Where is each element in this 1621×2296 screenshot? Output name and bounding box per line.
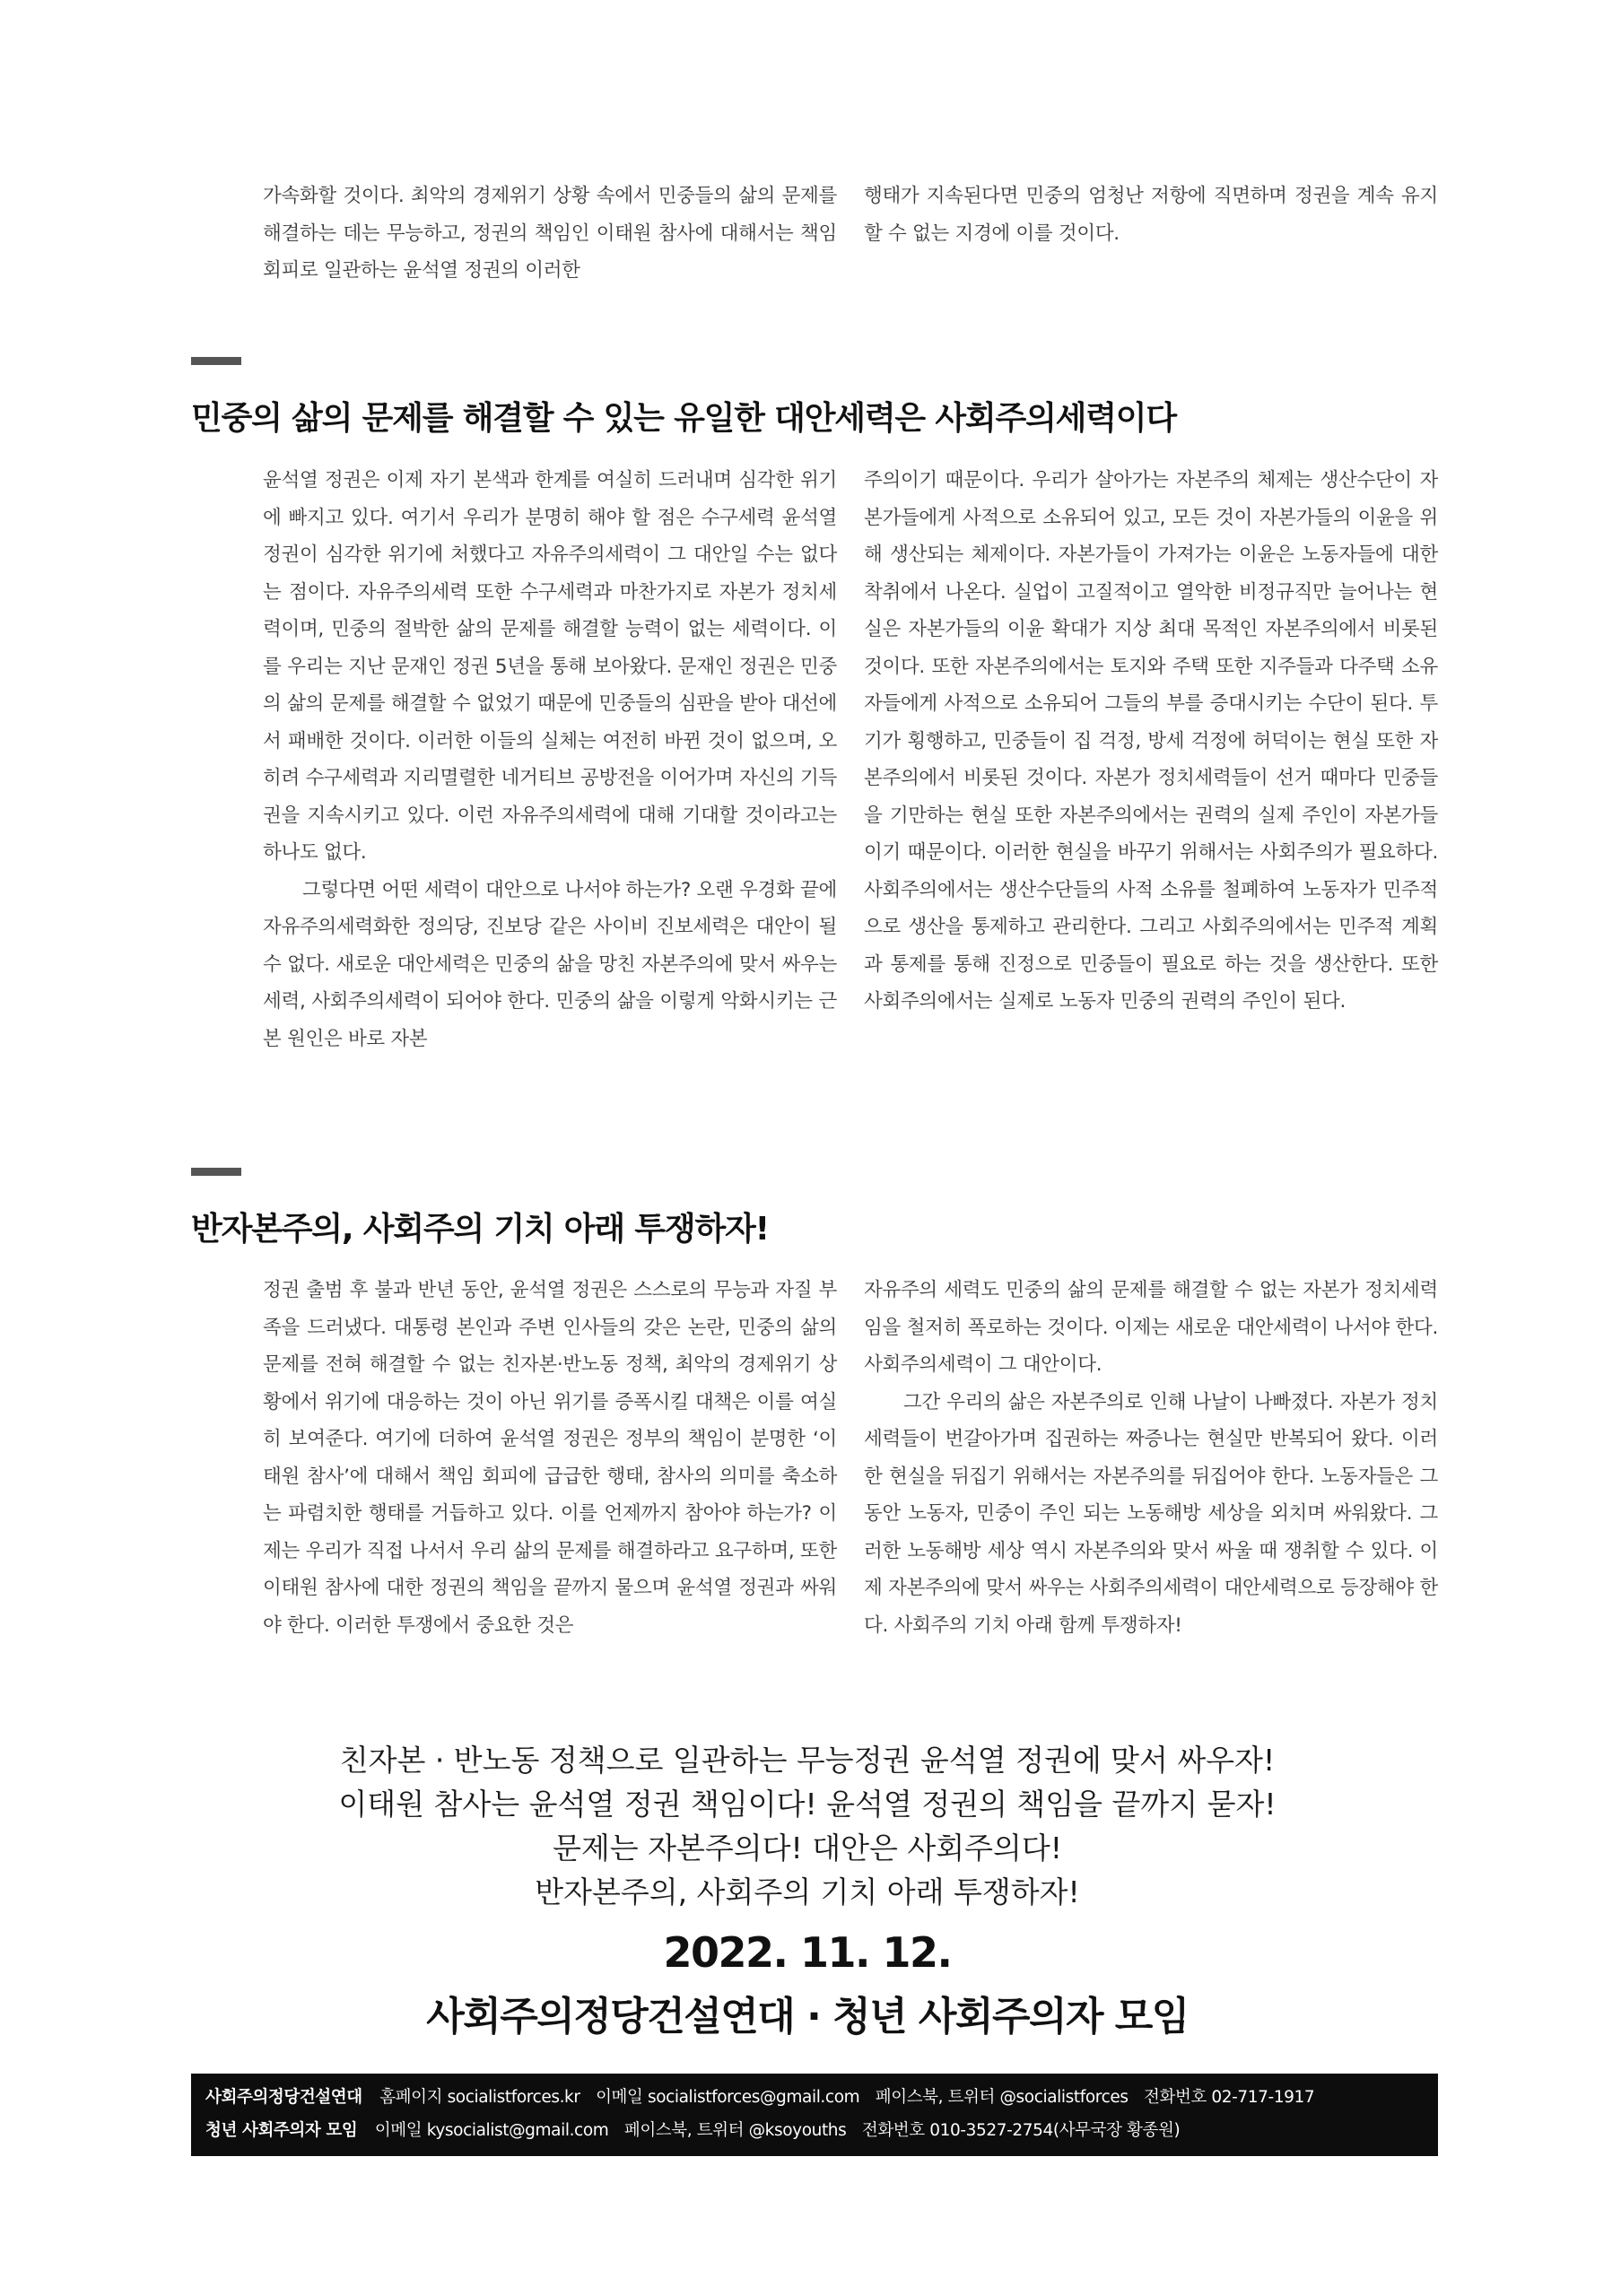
footer-org-name: 청년 사회주의자 모임 bbox=[205, 2121, 358, 2140]
top-right-column bbox=[864, 178, 1438, 252]
signatory-organizations: 사회주의정당건설연대 · 청년 사회주의자 모임 bbox=[426, 1994, 1189, 2039]
section2-right-column bbox=[864, 1272, 1438, 1644]
section2-left-paragraph-1: 정권 출범 후 불과 반년 동안, 윤석열 정권은 스스로의 무능과 자질 부족을 드러냈다. 대통령 본인과 주변 인사들의 갖은 논란, 민중의 삶의 문제를 전혀 해결할 수 없는 친자본·반노동 정책, 최악의 경제위기 상황에서 위기에 대응하는 것이 아닌 위기를 증폭시킬 대책은 이를 여실히 보여준다. 여기에 더하여 윤석열 정권은 정부의 책임이 분명한 ‘이태원 참사’에 대해서 책임 회피에 급급한 행태, 참사의 의미를 축소하는 파렴치한 행태를 거듭하고 있다. 이를 언제까지 참아야 하는가? 이제는 우리가 직접 나서서 우리 삶의 문제를 해결하라고 요구하며, 또한 이태원 참사에 대한 정권의 책임을 끝까지 물으며 윤석열 정권과 싸워야 한다. 이러한 투쟁에서 중요한 것은 bbox=[263, 1279, 837, 1637]
slogan-line-1: 친자본 · 반노동 정책으로 일관하는 무능정권 윤석열 정권에 맞서 싸우자! bbox=[339, 1743, 1276, 1778]
slogan-line-3: 문제는 자본주의다! 대안은 사회주의다! bbox=[553, 1831, 1062, 1866]
section2-left-column bbox=[263, 1272, 837, 1644]
footer-org-name: 사회주의정당건설연대 bbox=[205, 2088, 362, 2107]
slogan-line-2: 이태원 참사는 윤석열 정권 책임이다! 윤석열 정권의 책임을 끝까지 묻자! bbox=[338, 1787, 1277, 1822]
section1-left-paragraph-2: 그렇다면 어떤 세력이 대안으로 나서야 하는가? 오랜 우경화 끝에 자유주의세력화한 정의당, 진보당 같은 사이비 진보세력은 대안이 될 수 없다. 새로운 대안세력은 민중의 삶을 망친 자본주의에 맞서 싸우는 세력, 사회주의세력이 되어야 한다. 민중의 삶을 이렇게 악화시키는 근본 원인은 바로 자본 bbox=[263, 878, 837, 1050]
section1-right-paragraph-1: 주의이기 때문이다. 우리가 살아가는 자본주의 체제는 생산수단이 자본가들에게 사적으로 소유되어 있고, 모든 것이 자본가들의 이윤을 위해 생산되는 체제이다. 자본가들이 가져가는 이윤은 노동자들에 대한 착취에서 나온다. 실업이 고질적이고 열악한 비정규직만 늘어나는 현실은 자본가들의 이윤 확대가 지상 최대 목적인 자본주의에서 비롯된 것이다. 또한 자본주의에서는 토지와 주택 또한 지주들과 다주택 소유자들에게 사적으로 소유되어 그들의 부를 증대시키는 수단이 된다. 투기가 횡행하고, 민중들이 집 걱정, 방세 걱정에 허덕이는 현실 또한 자본주의에서 비롯된 것이다. 자본가 정치세력들이 선거 때마다 민중들을 기만하는 현실 또한 자본주의에서는 권력의 실제 주인이 자본가들이기 때문이다. 이러한 현실을 바꾸기 위해서는 사회주의가 필요하다. 사회주의에서는 생산수단들의 사적 소유를 철폐하여 노동자가 민주적으로 생산을 통제하고 관리한다. 그리고 사회주의에서는 민주적 계획과 통제를 통해 진정으로 민중들이 필요로 하는 것을 생산한다. 또한 사회주의에서는 실제로 노동자 민중의 권력의 주인이 된다. bbox=[864, 469, 1438, 1013]
contact-footer bbox=[191, 2074, 1438, 2156]
slogan-line-4: 반자본주의, 사회주의 기치 아래 투쟁하자! bbox=[535, 1874, 1080, 1909]
top-left-column bbox=[263, 178, 837, 290]
footer-row-youth bbox=[205, 2114, 1424, 2147]
footer-homepage-link[interactable]: 홈페이지 socialistforces.kr bbox=[379, 2088, 580, 2107]
top-left-paragraph: 가속화할 것이다. 최악의 경제위기 상황 속에서 민중들의 삶의 문제를 해결하는 데는 무능하고, 정권의 책임인 이태원 참사에 대해서는 책임 회피로 일관하는 윤석열 정권의 이러한 bbox=[263, 185, 837, 282]
footer-phone: 전화번호 02-717-1917 bbox=[1144, 2088, 1315, 2107]
footer-social-handle[interactable]: 페이스북, 트위터 @socialistforces bbox=[875, 2088, 1129, 2107]
publication-date: 2022. 11. 12. bbox=[663, 1928, 952, 1977]
section1-left-column bbox=[263, 462, 837, 1057]
section2-marker-bar bbox=[191, 1168, 241, 1176]
section1-heading: 민중의 삶의 문제를 해결할 수 있는 유일한 대안세력은 사회주의세력이다 bbox=[191, 400, 1176, 437]
top-right-paragraph: 행태가 지속된다면 민중의 엄청난 저항에 직면하며 정권을 계속 유지할 수 없는 지경에 이를 것이다. bbox=[864, 185, 1438, 245]
section1-right-column bbox=[864, 462, 1438, 1021]
footer-social-handle[interactable]: 페이스북, 트위터 @ksoyouths bbox=[623, 2121, 847, 2140]
section2-heading: 반자본주의, 사회주의 기치 아래 투쟁하자! bbox=[191, 1211, 769, 1248]
section1-left-paragraph-1: 윤석열 정권은 이제 자기 본색과 한계를 여실히 드러내며 심각한 위기에 빠지고 있다. 여기서 우리가 분명히 해야 할 점은 수구세력 윤석열 정권이 심각한 위기에 처했다고 자유주의세력이 그 대안일 수는 없다는 점이다. 자유주의세력 또한 수구세력과 마찬가지로 자본가 정치세력이며, 민중의 절박한 삶의 문제를 해결할 능력이 없는 세력이다. 이를 우리는 지난 문재인 정권 5년을 통해 보아왔다. 문재인 정권은 민중의 삶의 문제를 해결할 수 없었기 때문에 민중들의 심판을 받아 대선에서 패배한 것이다. 이러한 이들의 실체는 여전히 바뀐 것이 없으며, 오히려 수구세력과 지리멸렬한 네거티브 공방전을 이어가며 자신의 기득권을 지속시키고 있다. 이런 자유주의세력에 대해 기대할 것이라고는 하나도 없다. bbox=[263, 469, 837, 864]
footer-row-socialistforces bbox=[205, 2081, 1424, 2114]
footer-phone: 전화번호 010-3527-2754(사무국장 황종원) bbox=[861, 2121, 1181, 2140]
footer-email-link[interactable]: 이메일 socialistforces@gmail.com bbox=[596, 2088, 860, 2107]
section2-right-paragraph-1: 자유주의 세력도 민중의 삶의 문제를 해결할 수 없는 자본가 정치세력임을 철저히 폭로하는 것이다. 이제는 새로운 대안세력이 나서야 한다. 사회주의세력이 그 대안이다. bbox=[864, 1279, 1438, 1376]
section2-right-paragraph-2: 그간 우리의 삶은 자본주의로 인해 나날이 나빠졌다. 자본가 정치세력들이 번갈아가며 집권하는 짜증나는 현실만 반복되어 왔다. 이러한 현실을 뒤집기 위해서는 자본주의를 뒤집어야 한다. 노동자들은 그동안 노동자, 민중이 주인 되는 노동해방 세상을 외치며 싸워왔다. 그러한 노동해방 세상 역시 자본주의와 맞서 싸울 때 쟁취할 수 있다. 이제 자본주의에 맞서 싸우는 사회주의세력이 대안세력으로 등장해야 한다. 사회주의 기치 아래 함께 투쟁하자! bbox=[864, 1390, 1438, 1637]
section1-marker-bar bbox=[191, 357, 241, 365]
footer-email-link[interactable]: 이메일 kysocialist@gmail.com bbox=[374, 2121, 609, 2140]
slogan-block bbox=[179, 1738, 1435, 1914]
